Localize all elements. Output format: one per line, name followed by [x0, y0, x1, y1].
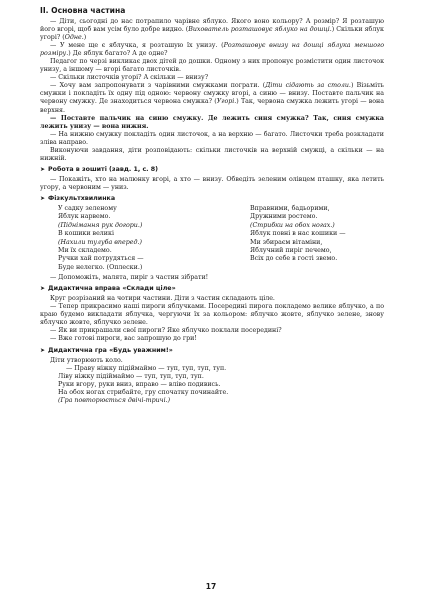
poem-left-column [40, 205, 192, 272]
arrow-bullet-icon: ➤ [40, 346, 46, 354]
poem-line: (Стрибки на обох ногах.) [250, 221, 335, 229]
poem-line: Ручки хай потрудяться — [58, 255, 144, 263]
game-line: На обох ногах стрибайте, гру спочатку починайте. [58, 388, 229, 396]
paragraph-10: — Допоможіть, малята, пиріг з частин зібрати! [50, 274, 209, 282]
paragraph-6: — Поставте пальчик на синю смужку. Де лежить синя смужка? Так, синя смужка лежить унизу — вона нижня. [40, 114, 384, 130]
paragraph-9: — Покажіть, хто на малюнку вгорі, а хто — внизу. Обведіть зеленим олівцем пташку, яка летить угору, а червоним — униз. [40, 175, 384, 191]
poem-line: Всіх до себе в гості звемо. [250, 255, 338, 263]
paragraph-7: — На нижню смужку покладіть один листочок, а на верхню — багато. Листочки треба розкладати зліва направо. [40, 130, 384, 146]
poem-line: (Нахили тулуба вперед.) [58, 238, 142, 246]
subheading-workbook: ➤ Робота в зошиті (завд. 1, с. 8) [40, 165, 159, 173]
paragraph-11: Круг розрізаний на чотири частини. Діти з частин складають ціле. [50, 295, 275, 303]
poem-line: Яблучний пиріг печемо, [250, 246, 332, 254]
paragraph-15: Діти утворюють коло. [50, 356, 123, 364]
exercise-poem [40, 205, 384, 272]
poem-line: В кошики великі [58, 230, 114, 238]
poem-line: (Піднімання рук догори.) [58, 221, 143, 229]
section-title: II. Основна частина [40, 6, 126, 15]
arrow-bullet-icon: ➤ [40, 194, 46, 202]
arrow-bullet-icon: ➤ [40, 165, 46, 173]
game-line: Руки вгору, руки вниз, вправо — вліво подивись. [58, 380, 221, 388]
poem-line: Вправними, бадьорими, [250, 204, 330, 212]
poem-line: Яблук повні в нас кошики — [250, 230, 346, 238]
game-rhyme [40, 365, 384, 405]
paragraph-12: — Тепер прикрасимо наші пироги яблучками. Посередині пирога покладемо велике яблучко, а по краю будемо викладати яблучка, чергуючи їх за кольором: яблучко жовте, яблучко зелене, знову яблучко жовте, яблучко зелене. [40, 303, 384, 327]
poem-right-column [192, 205, 384, 272]
poem-line: Дружними ростемо. [250, 213, 318, 221]
poem-line: Буде нелегко. (Оплески.) [58, 263, 143, 271]
game-line: Ліву ніжку підіймаймо — туп, туп, туп, туп. [58, 372, 204, 380]
paragraph-2: — У мене ще є яблучка, я розташую їх унизу. (Розташовує внизу на дошці яблука меншого розміру.) Де яблук багато? А де одне? [40, 42, 384, 58]
poem-line: Ми збираєм вітаміни, [250, 238, 323, 246]
paragraph-1: — Діти, сьогодні до нас потрапило чарівне яблуко. Якого воно кольору? А розмір? Я розташую його вгорі, щоб вам усім було добре видно. (Вихователь розташовує яблуко на дошці.) Скільки яблук угорі? (Одне.) [40, 18, 384, 42]
subheading-be-attentive: ➤ Дидактична гра «Будь уважним!» [40, 346, 173, 354]
game-line: (Гра повторюється двічі-тричі.) [58, 396, 171, 404]
paragraph-4: — Скільки листочків угорі? А скільки — внизу? [50, 74, 209, 82]
subheading-exercise: ➤ Фізкультхвилинка [40, 194, 116, 202]
paragraph-5: — Хочу вам запропонувати з чарівними смужками пограти. (Діти сідають за столи.) Візьміть смужки і покладіть їх одну під одною: червону смужку вгорі, а синю — внизу. Поставте пальчик на червону смужку. Де знаходиться червона смужка? (Угорі.) Так, червона смужка лежить угорі — вона верхня. [40, 82, 384, 114]
paragraph-8: Виконуючи завдання, діти розповідають: скільки листочків на верхній смужці, а скільки — на нижній. [40, 146, 384, 162]
game-line: — Праву ніжку підіймаймо — туп, туп, туп, туп. [66, 364, 227, 372]
arrow-bullet-icon: ➤ [40, 285, 46, 293]
paragraph-13: — Як ви прикрашали свої пироги? Яке яблучко поклали посередині? [50, 327, 282, 335]
subheading-make-whole: ➤ Дидактична вправа «Склади ціле» [40, 285, 176, 293]
poem-line: У садку зеленому [58, 204, 117, 212]
poem-line: Ми їх складемо. [58, 246, 112, 254]
paragraph-14: — Вже готові пироги, вас запрошую до гри! [50, 335, 197, 343]
paragraph-3: Педагог по черзі викликає двох дітей до дошки. Одному з них пропонує розмістити один листочок унизу, а іншому — вгорі багато листочків. [40, 58, 384, 74]
poem-line: Яблук нарвемо. [58, 213, 111, 221]
page-number: 17 [205, 582, 217, 591]
